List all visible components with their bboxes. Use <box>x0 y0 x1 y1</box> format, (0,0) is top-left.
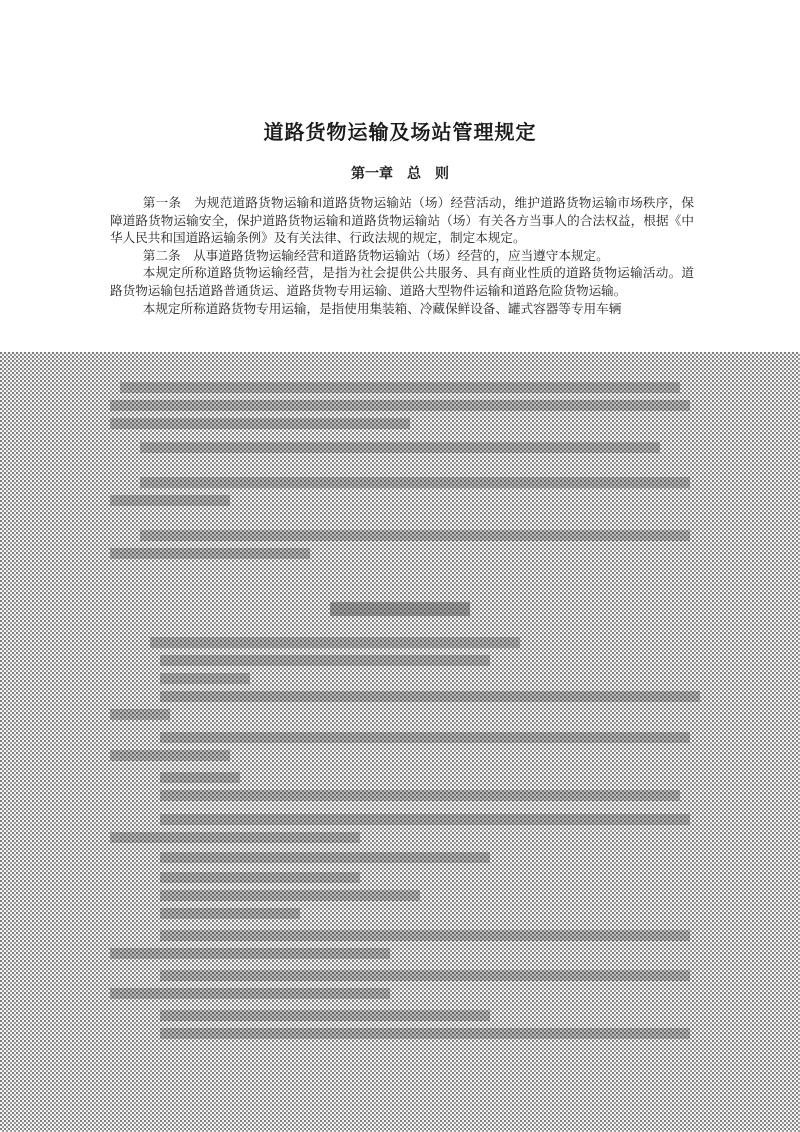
illegible-line <box>160 673 250 684</box>
illegible-line <box>110 418 410 429</box>
illegible-line <box>120 382 680 393</box>
paragraph-definition: 本规定所称道路货物运输经营，是指为社会提供公共服务、具有商业性质的道路货物运输活动。道路货物运输包括道路普通货运、道路货物专用运输、道路大型物件运输和道路危险货物运输。 <box>110 265 694 298</box>
illegible-line <box>160 852 490 863</box>
illegible-line <box>160 930 690 941</box>
illegible-line <box>160 890 420 901</box>
illegible-line <box>140 477 690 488</box>
illegible-line <box>160 790 680 801</box>
illegible-line <box>160 908 300 919</box>
illegible-line <box>110 948 390 959</box>
chapter-heading: 第一章 总 则 <box>351 166 449 182</box>
illegible-line <box>160 814 690 825</box>
illegible-line <box>160 970 690 981</box>
paragraph-article-2: 第二条 从事道路货物运输经营和道路货物运输站（场）经营的，应当遵守本规定。 <box>142 247 609 263</box>
illegible-line <box>110 750 230 761</box>
illegible-line <box>160 1028 690 1039</box>
illegible-line <box>160 655 490 666</box>
document-title: 道路货物运输及场站管理规定 <box>263 120 537 144</box>
illegible-line <box>110 548 310 559</box>
scan-noise-region <box>0 352 800 1132</box>
paragraph-article-1: 第一条 为规范道路货物运输和道路货物运输站（场）经营活动，维护道路货物运输市场秩序，保障道路货物运输安全，保护道路货物运输和道路货物运输站（场）有关各方当事人的合法权益，根据《中华人民共和国道路运输条例》及有关法律、行政法规的规定，制定本规定。 <box>110 195 694 246</box>
illegible-chapter-heading <box>330 602 470 616</box>
illegible-text-region <box>110 352 694 1132</box>
document-body <box>110 194 694 317</box>
illegible-line <box>140 442 660 453</box>
illegible-line <box>160 691 700 702</box>
illegible-line <box>110 988 390 999</box>
illegible-line <box>160 872 360 883</box>
illegible-line <box>110 495 230 506</box>
illegible-line <box>160 732 690 743</box>
illegible-line <box>160 1010 490 1021</box>
illegible-line <box>110 400 690 411</box>
illegible-line <box>110 709 170 720</box>
illegible-line <box>150 637 520 648</box>
illegible-line <box>160 772 240 783</box>
illegible-line <box>140 530 690 541</box>
paragraph-special-transport: 本规定所称道路货物专用运输，是指使用集装箱、冷藏保鲜设备、罐式容器等专用车辆 <box>142 300 622 316</box>
illegible-line <box>110 832 360 843</box>
